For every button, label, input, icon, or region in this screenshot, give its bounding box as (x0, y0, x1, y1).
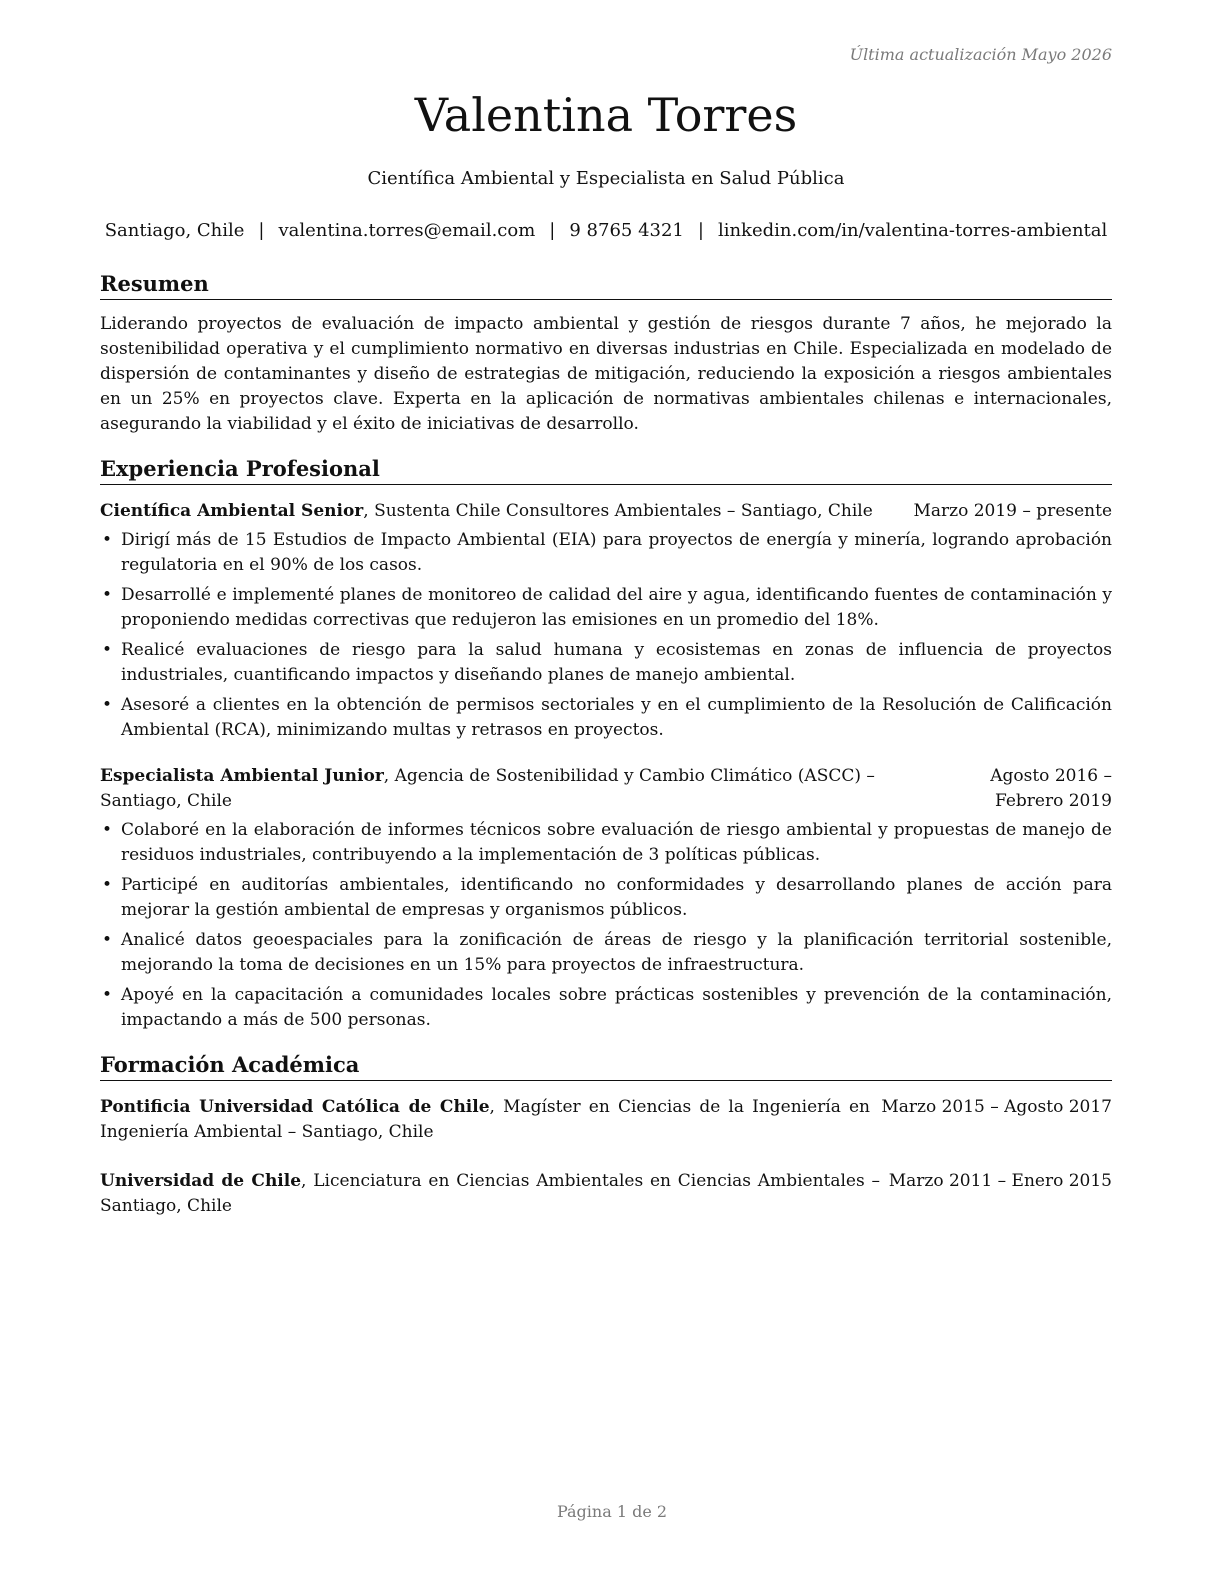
job-dates: Marzo 2019 – presente (913, 501, 1112, 521)
contact-separator: | (258, 220, 265, 241)
job-organization: , Agencia de Sostenibilidad y Cambio Climático (ASCC) – Santiago, Chile (100, 766, 875, 811)
education-dates: Marzo 2015 – Agosto 2017 (881, 1097, 1112, 1117)
list-item: • Dirigí más de 15 Estudios de Impacto Ambiental (EIA) para proyectos de energía y minería, logrando aprobación regulatoria en el 90% de los casos. (100, 528, 1112, 578)
job-role: Especialista Ambiental Junior (100, 766, 384, 786)
education-degree: , Licenciatura en Ciencias Ambientales en Ciencias Ambientales – Santiago, Chile (100, 1171, 880, 1216)
list-item: • Realicé evaluaciones de riesgo para la salud humana y ecosistemas en zonas de influencia de proyectos industriales, cuantificando impactos y diseñando planes de manejo ambiental. (100, 638, 1112, 688)
contact-line (100, 220, 1112, 241)
summary-section (100, 270, 1112, 437)
candidate-name: Valentina Torres (414, 88, 798, 142)
education-institution: Pontificia Universidad Católica de Chile (100, 1097, 490, 1117)
page-number: Página 1 de 2 (556, 1502, 668, 1521)
contact-email[interactable]: valentina.torres@email.com (278, 220, 536, 241)
list-item: • Asesoré a clientes en la obtención de permisos sectoriales y en el cumplimiento de la Resolución de Calificación Ambiental (RCA), minimizando multas y retrasos en proyectos. (100, 693, 1112, 743)
job-bullets (100, 528, 1112, 743)
contact-linkedin[interactable]: linkedin.com/in/valentina-torres-ambiental (717, 220, 1108, 241)
contact-phone: 9 8765 4321 (569, 220, 684, 241)
list-item: • Apoyé en la capacitación a comunidades locales sobre prácticas sostenibles y prevención de la contaminación, impactando a más de 500 personas. (100, 983, 1112, 1033)
education-degree: , Magíster en Ciencias de la Ingeniería en Ingeniería Ambiental – Santiago, Chile (100, 1097, 870, 1142)
education-heading: Formación Académica (100, 1051, 1112, 1081)
job-entry (100, 499, 1112, 743)
contact-separator: | (549, 220, 556, 241)
list-item: • Colaboré en la elaboración de informes técnicos sobre evaluación de riesgo ambiental y propuestas de manejo de residuos industriales, contribuyendo a la implementación de 3 políticas públicas. (100, 818, 1112, 868)
education-entry (100, 1169, 1112, 1219)
job-dates: Agosto 2016 – Febrero 2019 (990, 766, 1112, 811)
contact-location: Santiago, Chile (104, 220, 245, 241)
last-updated-date: Última actualización Mayo 2026 (849, 45, 1112, 64)
experience-section (100, 455, 1112, 1038)
education-dates: Marzo 2011 – Enero 2015 (888, 1171, 1112, 1191)
job-bullets (100, 818, 1112, 1033)
list-item: • Participé en auditorías ambientales, identificando no conformidades y desarrollando planes de acción para mejorar la gestión ambiental de empresas y organismos públicos. (100, 873, 1112, 923)
contact-separator: | (697, 220, 704, 241)
job-header (100, 499, 1112, 524)
list-item: • Analicé datos geoespaciales para la zonificación de áreas de riesgo y la planificación territorial sostenible, mejorando la toma de decisiones en un 15% para proyectos de infraestructura. (100, 928, 1112, 978)
candidate-title: Científica Ambiental y Especialista en Salud Pública (367, 168, 845, 189)
list-item: • Desarrollé e implementé planes de monitoreo de calidad del aire y agua, identificando fuentes de contaminación y proponiendo medidas correctivas que redujeron las emisiones en un promedio del 18%. (100, 583, 1112, 633)
education-entry (100, 1095, 1112, 1145)
job-entry (100, 764, 1112, 1033)
job-role: Científica Ambiental Senior (100, 501, 364, 521)
job-header (100, 764, 1112, 814)
education-institution: Universidad de Chile (100, 1171, 302, 1191)
job-organization: , Sustenta Chile Consultores Ambientales – Santiago, Chile (363, 501, 873, 521)
experience-heading: Experiencia Profesional (100, 455, 1112, 485)
education-section (100, 1051, 1112, 1219)
summary-text: Liderando proyectos de evaluación de impacto ambiental y gestión de riesgos durante 7 años, he mejorado la sostenibilidad operativa y el cumplimiento normativo en diversas industrias en Chile. Especializada en modelado de dispersión de contaminantes y diseño de estrategias de mitigación, reduciendo la exposición a riesgos ambientales en un 25% en proyectos clave. Experta en la aplicación de normativas ambientales chilenas e internacionales, asegurando la viabilidad y el éxito de iniciativas de desarrollo. (100, 314, 1112, 434)
summary-heading: Resumen (100, 270, 1112, 300)
